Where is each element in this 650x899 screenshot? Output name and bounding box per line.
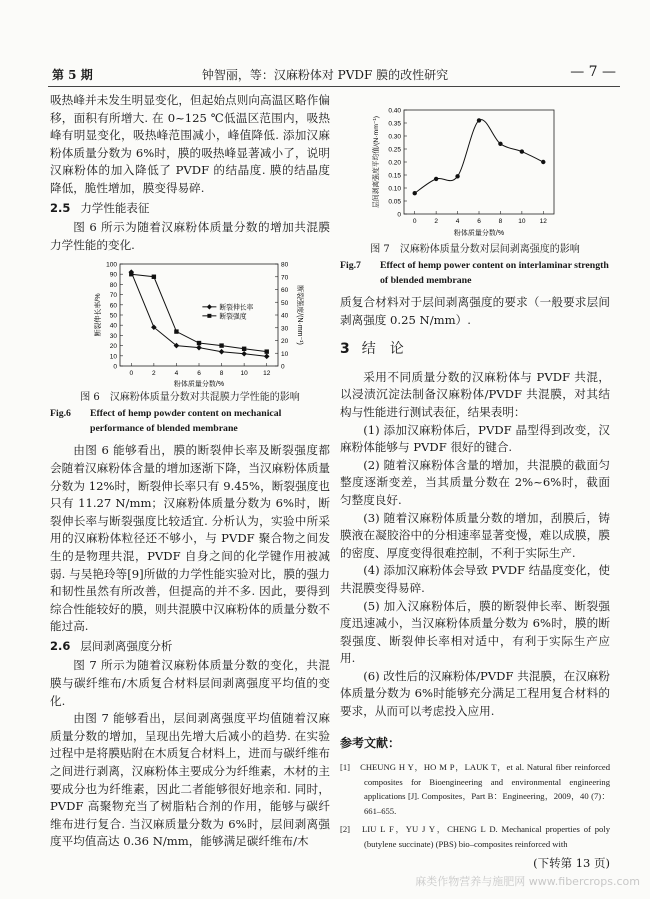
right-column [340,98,610,873]
y-tick-label: 70 [109,292,117,300]
data-point-diamond [264,354,270,360]
plot-frame [120,264,278,366]
plot-frame [404,110,554,214]
data-point [413,191,417,195]
y-tick-label: 80 [109,282,117,290]
left-column [50,92,330,851]
legend-entry: 断裂强度 [219,313,247,321]
y2-tick-label: 0 [281,363,285,371]
conclusion-item: (2) 随着汉麻粉体含量的增加，共混膜的截面匀整度逐渐变差，当其质量分数在 2%~6%时，截面匀整度良好. [340,457,610,507]
x-tick-label: 0 [129,370,134,378]
data-point-square [242,347,246,351]
paragraph: 质复合材料对于层间剥离强度的要求（一般要求层间剥离强度 0.25 N/mm）. [340,295,610,327]
data-point-square [197,341,201,345]
x-tick-label: 12 [263,370,271,378]
x-tick-label: 6 [477,218,481,225]
data-point-diamond [219,349,225,355]
data-point-square [265,350,269,354]
y2-tick-label: 20 [281,338,289,346]
conclusion-item: (1) 添加汉麻粉体后，PVDF 晶型得到改变，汉麻粉体能够与 PVDF 很好的键合. [340,422,610,455]
y-tick-label: 10 [109,353,117,361]
data-point [520,149,524,153]
legend-marker [207,305,212,310]
paragraph: 采用不同质量分数的汉麻粉体与 PVDF 共混，以浸渍沉淀法制备汉麻粉体/PVDF 共混膜，对其结构与性能进行测试表征，结果表明： [340,369,610,419]
data-point-square [152,275,156,279]
figure-6 [50,258,330,390]
y-tick-label: 0.10 [388,185,401,193]
x-tick-label: 6 [197,370,201,378]
y-tick-label: 30 [109,333,117,341]
y-tick-label: 0.20 [388,159,401,167]
references-heading: 参考文献： [340,735,401,750]
x-tick-label: 2 [434,218,438,225]
y-tick-label: 0.25 [388,146,401,154]
y-tick-label: 0.35 [388,120,401,128]
x-tick-label: 8 [498,218,503,225]
data-point [498,142,502,146]
page-number: — 7 — [570,64,616,80]
y-tick-label: 60 [109,302,117,310]
data-point [455,174,459,178]
y2-axis-label: 断裂强度/(N·mm⁻¹) [296,285,303,346]
x-tick-label: 10 [518,218,526,225]
legend-entry: 断裂伸长率 [219,304,254,312]
y-tick-label: 0.40 [388,107,401,115]
header-rule [48,86,620,87]
paragraph: 吸热峰并未发生明显变化，但起始点则向高温区略作偏移，面积有所增大. 在 0~125 ℃低温区范围内，吸热峰有明显变化，吸热峰范围减小，峰值降低. 添加汉麻粉体质量分数为 6%时，膜的吸热峰显著减小了，说明汉麻粉体的加入降低了 PVDF 的结晶度. 膜的结晶度降低，脆性增加，膜变得易碎. [50,93,330,195]
figure-6-caption: 图 6 汉麻粉体质量分数对共混膜力学性能的影响 [80,392,300,404]
continued-note: (下转第 13 页) [533,856,610,871]
reference-item: [2] LIU L F，YU J Y，CHENG L D. Mechanical properties of poly (butylene succinate) (PBS) bio–composites reinforced with [340,824,610,849]
y-tick-label: 0 [113,363,117,371]
data-point [477,118,481,122]
y-tick-label: 0.30 [388,133,401,141]
conclusion-item: (4) 添加汉麻粉体会导致 PVDF 结晶度变化，使共混膜变得易碎. [340,563,610,595]
x-tick-label: 12 [539,218,547,225]
y2-tick-label: 60 [281,287,289,295]
figure-6-caption-en: Fig.6 Effect of hemp powder content on mechanical performance of blended membrane [50,408,282,434]
y-axis-label: 断裂伸长率/% [95,293,102,337]
data-point [541,160,545,164]
y2-tick-label: 50 [281,300,289,308]
paragraph: 由图 6 能够看出，膜的断裂伸长率及断裂强度都会随着汉麻粉体含量的增加逐渐下降，当汉麻粉体质量分数为 12%时，断裂伸长率只有 9.45%，断裂强度也只有 11.27 N/mm；汉麻粉体质量分数为 6%时，断裂伸长率与断裂强度比较适宜. 分析认为，实验中所采用的汉麻粉体粒径还不够小，与 PVDF 聚合物之间发生的是物理共混，PVDF 自身之间的化学键作用被减弱. 与吴艳玲等[9]所做的力学性能实验对比，膜的强力和韧性虽然有所改善，但提高的并不多. 因此，要得到综合性能较好的膜，则共混膜中汉麻粉体的质量分数不能过高. [50,443,330,634]
x-tick-label: 4 [455,218,460,225]
x-tick-label: 4 [174,370,179,378]
y2-tick-label: 40 [281,312,289,320]
conclusion-item: (5) 加入汉麻粉体后，膜的断裂伸长率、断裂强度迅速减小，当汉麻粉体质量分数为 6%时，膜的断裂强度、断裂伸长率相对适中，有利于实际生产应用. [340,598,610,666]
x-axis-label: 粉体质量分数/% [453,230,505,237]
figure-7 [340,102,610,242]
x-axis-label: 粉体质量分数/% [173,381,225,389]
conclusion-item: (3) 随着汉麻粉体质量分数的增加，刮膜后，铸膜液在凝胶浴中的分相速率显著变慢，难以成膜，膜的密度、厚度变得很难控制，不利于实际生产. [340,510,610,560]
section-heading-2-5: 2.5 力学性能表征 [50,200,150,215]
y2-tick-label: 80 [281,261,289,269]
y-tick-label: 20 [109,343,117,351]
data-point-square [129,272,133,276]
watermark: 麻类作物营养与施肥网 www.fibercrops.com [415,875,640,888]
y-tick-label: 100 [106,261,117,269]
y-tick-label: 0.15 [388,172,401,180]
y-tick-label: 50 [109,312,117,320]
data-point [434,177,438,181]
y-tick-label: 40 [109,323,117,331]
y-tick-label: 0 [397,211,401,219]
x-tick-label: 10 [240,370,248,378]
y2-tick-label: 10 [281,351,289,359]
y-tick-label: 90 [109,272,117,280]
figure-7-caption: 图 7 汉麻粉体质量分数对层间剥离强度的影响 [370,244,580,255]
series-line [415,120,544,194]
reference-item: [1] CHEUNG H Y，HO M P，LAUK T，et al. Natural fiber reinforced composites for Bioengineering and environmental engineering applications [J]. Composites，Part B：Engineering，2009，40 (7)：661–655. [340,762,610,816]
running-header [0,62,650,86]
x-tick-label: 0 [412,218,417,225]
x-tick-label: 2 [152,370,156,378]
issue-number: 第 5 期 [52,68,93,82]
section-heading-2-6: 2.6 层间剥离强度分析 [50,638,173,653]
legend-marker [207,314,211,318]
conclusion-item: (6) 改性后的汉麻粉体/PVDF 共混膜，在汉麻粉体质量分数为 6%时能够充分满足工程用复合材料的要求，从而可以考虑投入应用. [340,668,610,719]
figure-7-chart [340,102,610,242]
data-point-diamond [196,345,202,351]
y2-tick-label: 70 [281,274,289,282]
data-point-diamond [241,351,247,357]
paragraph: 由图 7 能够看出，层间剥离强度平均值随着汉麻质量分数的增加，呈现出先增大后减小的趋势. 在实验过程中是将膜贴附在木质复合材料上，进而与碳纤维布之间进行剥离，汉麻粉体主要成分为纤维素，木材的主要成分也为纤维素，因此二者能够很好地亲和. 同时，PVDF 高聚物充当了树脂粘合剂的作用，能够与碳纤维布进行复合. 当汉麻质量分数为 6%时，层间剥离强度平均值高达 0.36 N/mm，能够满足碳纤维布/木 [50,711,330,849]
y-axis-label: 层间剥离强度平均值/(N·mm⁻¹) [373,116,380,208]
y2-tick-label: 30 [281,325,289,333]
section-heading-3: 3 结 论 [340,341,404,358]
y-tick-label: 0.05 [388,198,401,206]
paragraph: 图 7 所示为随着汉麻粉体质量分数的变化，共混膜与碳纤维布/木质复合材料层间剥离强度平均值的变化. [50,658,330,708]
figure-6-chart [50,258,330,390]
figure-7-caption-en: Fig.7 Effect of hemp power content on interlaminar strength of blended membrane [340,260,609,286]
x-tick-label: 8 [219,370,224,378]
data-point-square [174,330,178,334]
paragraph: 图 6 所示为随着汉麻粉体质量分数的增加共混膜力学性能的变化. [50,220,330,252]
data-point-square [219,344,223,348]
running-title: 钟智丽，等：汉麻粉体对 PVDF 膜的改性研究 [201,68,449,82]
